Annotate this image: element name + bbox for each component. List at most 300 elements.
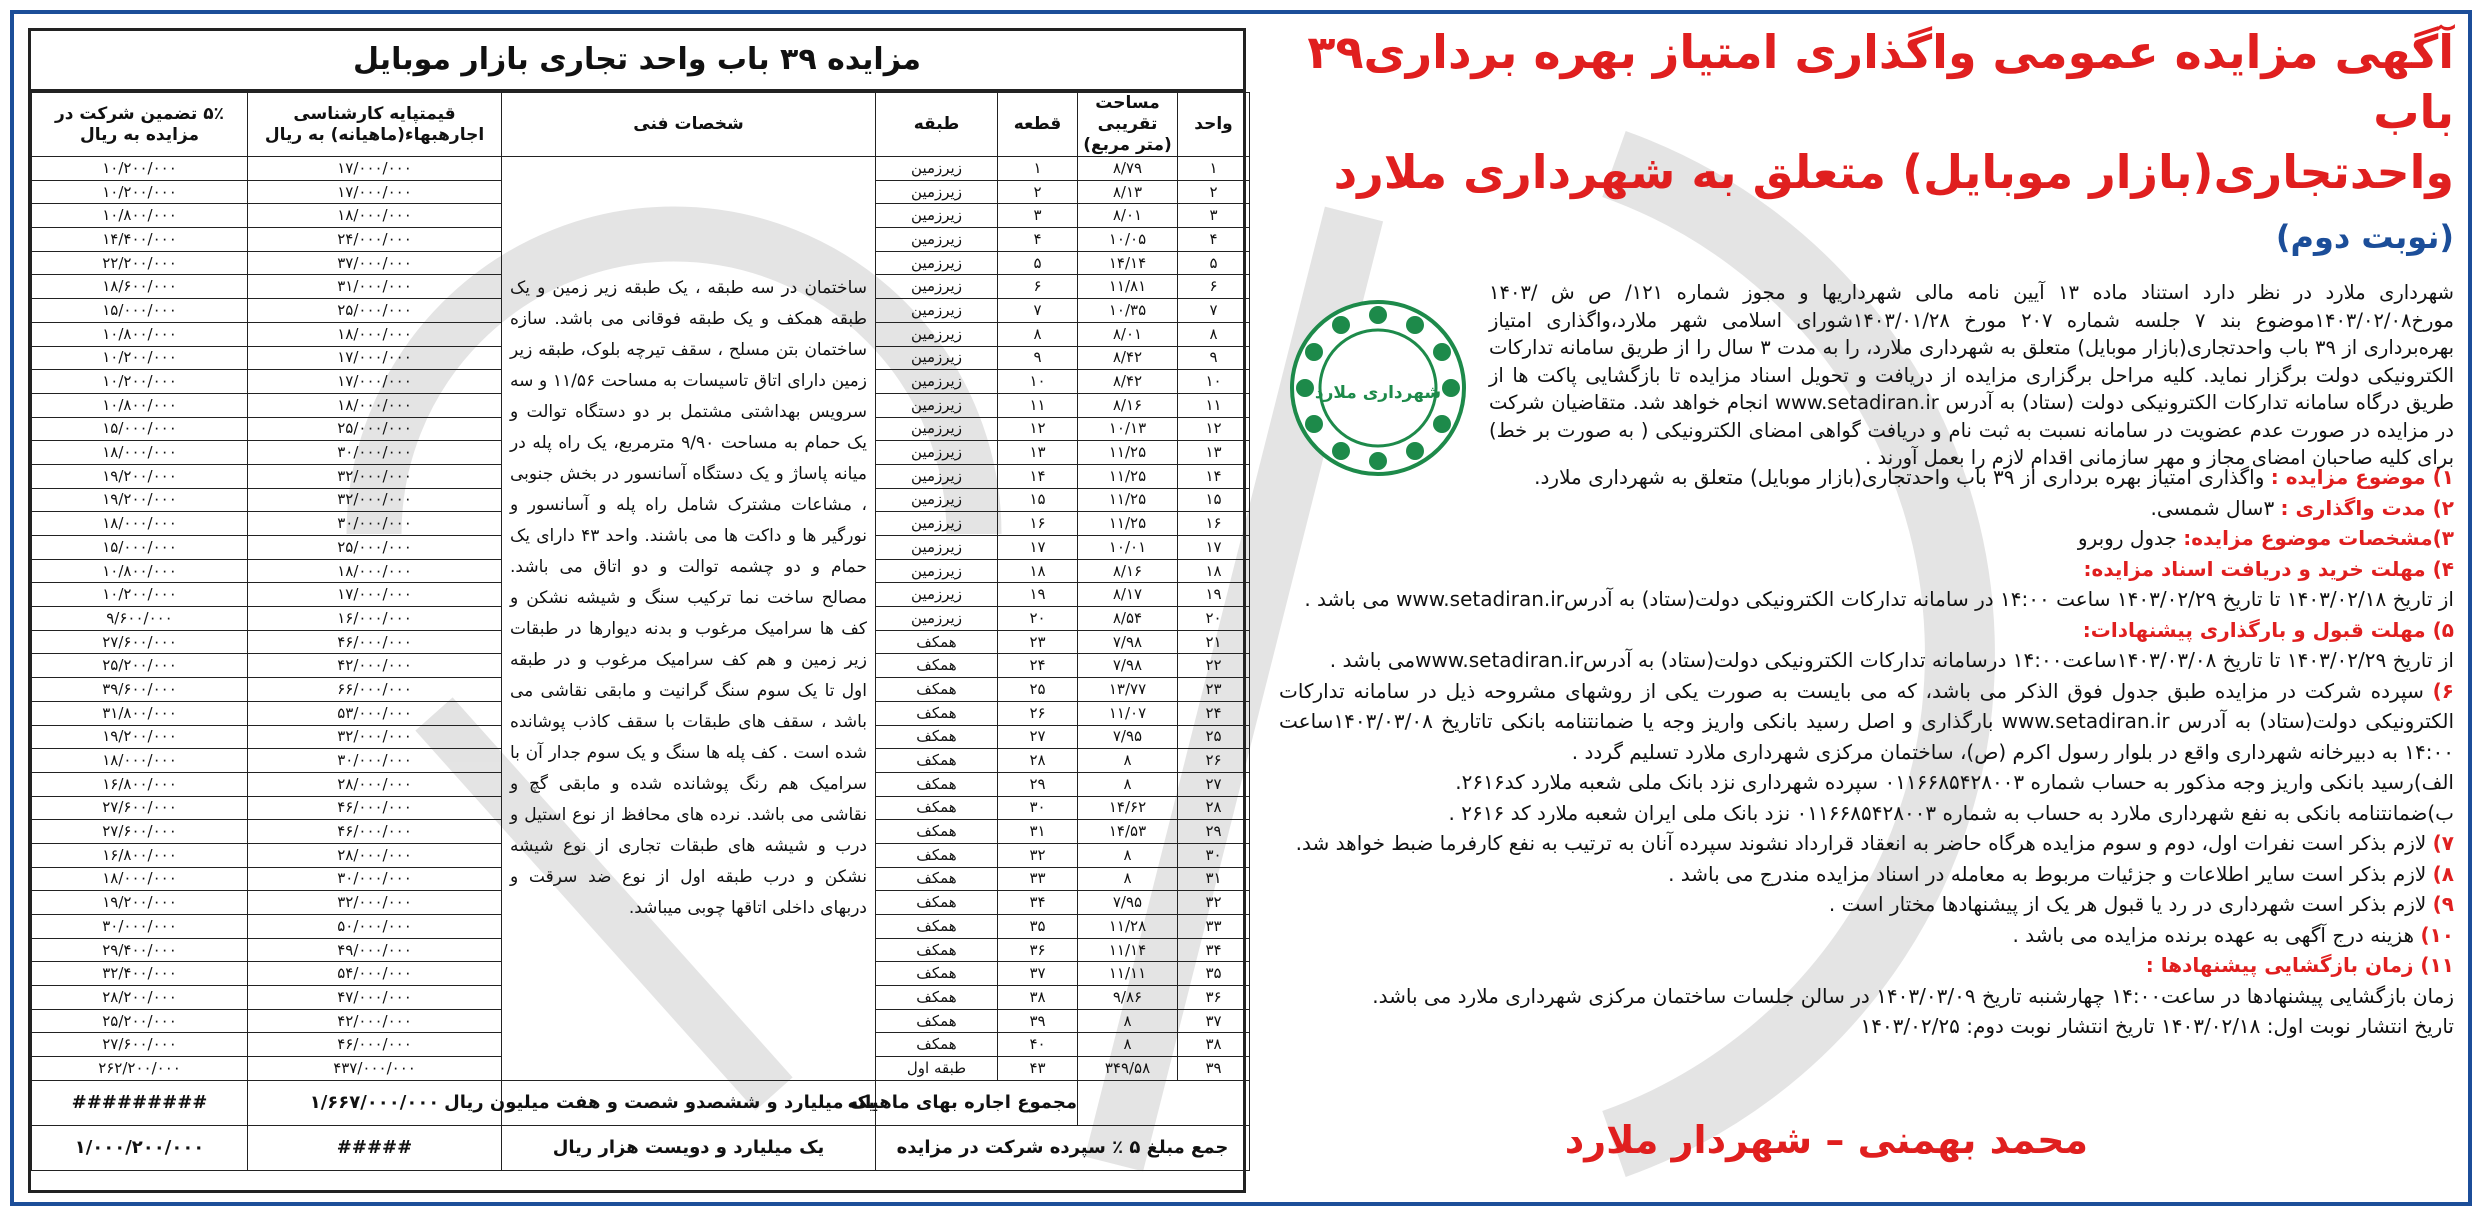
cell-deposit: ۱۸/۰۰۰/۰۰۰ xyxy=(32,867,248,891)
cell-lot: ۱۳ xyxy=(998,441,1078,465)
sum-deposit-price: ##### xyxy=(248,1125,502,1170)
cell-price: ۳۰/۰۰۰/۰۰۰ xyxy=(248,867,502,891)
cell-price: ۴۲/۰۰۰/۰۰۰ xyxy=(248,1009,502,1033)
item-9 xyxy=(1279,889,2454,920)
announcement-title xyxy=(1279,22,2454,267)
cell-price: ۲۴/۰۰۰/۰۰۰ xyxy=(248,228,502,252)
item-6-text: سپرده شرکت در مزایده طبق جدول فوق الذکر می باشد، که می بایست به صورت یکی از روشهای مشروحه ذیل در سامانه تدارکات الکترونیکی دولت(ستاد) به آدرس www.setadiran.ir بارگذاری و اصل رسید بانکی واریز وجه یا ضمانتنامه بانکی تاتاریخ ۱۴۰۳/۰۳/۰۸ساعت ۱۴:۰۰ به دبیرخانه شهرداری واقع در بلوار رسول اکرم (ص)، ساختمان مرکزی شهرداری ملارد تسلیم گردد . xyxy=(1279,678,2454,764)
cell-area: ۸ xyxy=(1078,1009,1178,1033)
item-6 xyxy=(1279,676,2454,768)
cell-price: ۳۲/۰۰۰/۰۰۰ xyxy=(248,725,502,749)
cell-area: ۸/۷۹ xyxy=(1078,157,1178,181)
item-3-text: جدول روبرو xyxy=(2077,526,2177,550)
cell-area: ۸/۴۲ xyxy=(1078,370,1178,394)
cell-area: ۸/۰۱ xyxy=(1078,322,1178,346)
cell-area: ۱۱/۱۱ xyxy=(1078,962,1178,986)
sum-deposit-words: یک میلیارد و دویست هزار ریال xyxy=(502,1125,876,1170)
cell-lot: ۱۰ xyxy=(998,370,1078,394)
cell-lot: ۱۹ xyxy=(998,583,1078,607)
cell-deposit: ۱۹/۲۰۰/۰۰۰ xyxy=(32,488,248,512)
header-deposit: ۵٪ تضمین شرکت در مزایده به ریال xyxy=(32,93,248,157)
cell-lot: ۳۰ xyxy=(998,796,1078,820)
cell-deposit: ۱۹/۲۰۰/۰۰۰ xyxy=(32,725,248,749)
title-line2: واحدتجاری(بازار موبایل) متعلق به شهرداری ملارد xyxy=(1333,145,2454,199)
cell-price: ۶۶/۰۰۰/۰۰۰ xyxy=(248,678,502,702)
table-header-row xyxy=(32,93,1250,157)
header-tech: شخصات فنی xyxy=(502,93,876,157)
cell-lot: ۲۷ xyxy=(998,725,1078,749)
cell-lot: ۶ xyxy=(998,275,1078,299)
cell-floor: همکف xyxy=(876,938,998,962)
sum-rent-words: یک میلیارد و ششصدو شصت و هفت میلیون ریال xyxy=(502,1080,876,1125)
cell-area: ۸/۱۳ xyxy=(1078,180,1178,204)
cell-floor: همکف xyxy=(876,915,998,939)
cell-unit: ۱ xyxy=(1178,157,1250,181)
item-5-label: ۵) مهلت قبول و بارگذاری پیشنهادات: xyxy=(2082,617,2454,642)
cell-unit: ۱۷ xyxy=(1178,536,1250,560)
cell-deposit: ۲۹/۴۰۰/۰۰۰ xyxy=(32,938,248,962)
cell-deposit: ۳۱/۸۰۰/۰۰۰ xyxy=(32,701,248,725)
cell-deposit: ۱۰/۲۰۰/۰۰۰ xyxy=(32,370,248,394)
cell-price: ۱۷/۰۰۰/۰۰۰ xyxy=(248,157,502,181)
cell-floor: زیرزمین xyxy=(876,204,998,228)
cell-unit: ۱۹ xyxy=(1178,583,1250,607)
item-11-body: زمان بازگشایی پیشنهادها در ساعت۱۴:۰۰ چهارشنبه تاریخ ۱۴۰۳/۰۳/۰۹ در سالن جلسات ساختمان مرکزی شهرداری ملارد می باشد. xyxy=(1372,983,2454,1008)
cell-lot: ۷ xyxy=(998,299,1078,323)
cell-lot: ۱ xyxy=(998,157,1078,181)
cell-unit: ۳۴ xyxy=(1178,938,1250,962)
cell-lot: ۲۸ xyxy=(998,749,1078,773)
cell-deposit: ۱۸/۰۰۰/۰۰۰ xyxy=(32,512,248,536)
cell-price: ۴۶/۰۰۰/۰۰۰ xyxy=(248,820,502,844)
cell-unit: ۶ xyxy=(1178,275,1250,299)
announcement-items xyxy=(1279,462,2454,1042)
municipality-logo-icon xyxy=(1287,297,1469,479)
cell-price: ۲۵/۰۰۰/۰۰۰ xyxy=(248,299,502,323)
cell-lot: ۱۵ xyxy=(998,488,1078,512)
cell-lot: ۳۵ xyxy=(998,915,1078,939)
item-4-label: ۴) مهلت خرید و دریافت اسناد مزایده: xyxy=(2083,556,2454,581)
cell-unit: ۷ xyxy=(1178,299,1250,323)
cell-area: ۱۴/۶۲ xyxy=(1078,796,1178,820)
item-2-label: ۲) مدت واگذاری : xyxy=(2280,495,2454,520)
cell-floor: زیرزمین xyxy=(876,488,998,512)
cell-lot: ۱۸ xyxy=(998,559,1078,583)
cell-price: ۴۶/۰۰۰/۰۰۰ xyxy=(248,796,502,820)
cell-unit: ۹ xyxy=(1178,346,1250,370)
cell-deposit: ۱۶/۸۰۰/۰۰۰ xyxy=(32,843,248,867)
item-1 xyxy=(1279,462,2454,493)
cell-price: ۱۷/۰۰۰/۰۰۰ xyxy=(248,346,502,370)
item-2 xyxy=(1279,493,2454,524)
cell-price: ۴۹/۰۰۰/۰۰۰ xyxy=(248,938,502,962)
sum-rent-empty xyxy=(1078,1080,1250,1125)
cell-lot: ۱۶ xyxy=(998,512,1078,536)
cell-lot: ۲۳ xyxy=(998,630,1078,654)
cell-deposit: ۱۵/۰۰۰/۰۰۰ xyxy=(32,299,248,323)
cell-area: ۱۰/۰۱ xyxy=(1078,536,1178,560)
cell-floor: همکف xyxy=(876,867,998,891)
cell-price: ۱۸/۰۰۰/۰۰۰ xyxy=(248,204,502,228)
cell-unit: ۲۰ xyxy=(1178,607,1250,631)
cell-lot: ۲۵ xyxy=(998,678,1078,702)
cell-price: ۱۸/۰۰۰/۰۰۰ xyxy=(248,322,502,346)
cell-lot: ۳ xyxy=(998,204,1078,228)
cell-lot: ۱۴ xyxy=(998,464,1078,488)
cell-price: ۴۶/۰۰۰/۰۰۰ xyxy=(248,1033,502,1057)
cell-deposit: ۱۸/۰۰۰/۰۰۰ xyxy=(32,749,248,773)
cell-deposit: ۲۸/۲۰۰/۰۰۰ xyxy=(32,986,248,1010)
item-4 xyxy=(1279,554,2454,585)
cell-unit: ۵ xyxy=(1178,251,1250,275)
cell-lot: ۳۳ xyxy=(998,867,1078,891)
item-9-label: ۹) xyxy=(2432,892,2454,916)
cell-area: ۱۱/۰۷ xyxy=(1078,701,1178,725)
cell-price: ۲۸/۰۰۰/۰۰۰ xyxy=(248,843,502,867)
cell-floor: همکف xyxy=(876,1033,998,1057)
cell-area: ۷/۹۸ xyxy=(1078,654,1178,678)
cell-floor: زیرزمین xyxy=(876,275,998,299)
cell-area: ۱۰/۰۵ xyxy=(1078,228,1178,252)
sum-row-deposit xyxy=(32,1125,1250,1170)
cell-lot: ۳۶ xyxy=(998,938,1078,962)
item-7-label: ۷) xyxy=(2432,831,2454,855)
item-11 xyxy=(1279,950,2454,981)
item-7-text: لازم بذکر است نفرات اول، دوم و سوم مزایده هرگاه حاضر به انعقاد قرارداد نشوند سپرده آنان به ترتیب به نفع کارفرما ضبط خواهد شد. xyxy=(1295,831,2427,855)
cell-deposit: ۱۰/۲۰۰/۰۰۰ xyxy=(32,583,248,607)
cell-area: ۸/۱۶ xyxy=(1078,559,1178,583)
item-3-label: ۳)مشخصات موضوع مزایده: xyxy=(2183,526,2454,550)
cell-price: ۵۰/۰۰۰/۰۰۰ xyxy=(248,915,502,939)
cell-price: ۱۸/۰۰۰/۰۰۰ xyxy=(248,393,502,417)
cell-deposit: ۱۰/۸۰۰/۰۰۰ xyxy=(32,559,248,583)
cell-floor: همکف xyxy=(876,749,998,773)
cell-deposit: ۱۰/۲۰۰/۰۰۰ xyxy=(32,346,248,370)
cell-deposit: ۹/۶۰۰/۰۰۰ xyxy=(32,607,248,631)
cell-price: ۱۷/۰۰۰/۰۰۰ xyxy=(248,180,502,204)
item-6-label: ۶) xyxy=(2432,678,2454,703)
intro-paragraph: شهرداری ملارد در نظر دارد استناد ماده ۱۳ آیین نامه مالی شهرداریها و مجوز شماره ۱۲۱/ ص ش /۱۴۰۳ مورخ۱۴۰۳/۰۲/۰۸موضوع بند ۷ جلسه شماره ۲۰۷ مورخ ۱۴۰۳/۰۱/۲۸شورای اسلامی شهر ملارد،واگذاری امتیاز بهره‌برداری از ۳۹ باب واحدتجاری(بازار موبایل) متعلق به شهرداری ملارد، را به مدت ۳ سال را از طریق سامانه تدارکات الکترونیکی دولت برگزار نماید. کلیه مراحل برگزاری مزایده از دریافت و تحویل اسناد مزایده تا بازگشایی پاکت ها از طریق درگاه سامانه تدارکات الکترونیکی دولت (ستاد) به آدرس www.setadiran.ir انجام خواهد شد. متقاضیان شرکت در مزایده در صورت عدم عضویت در سامانه نسبت به ثبت نام و دریافت گواهی امضای الکترونیکی ( به صورت بر خط) برای کلیه صاحبان امضای مجاز و مهر سازمانی اقدام لازم را بعمل آورند . xyxy=(1489,281,2454,469)
cell-floor: همکف xyxy=(876,986,998,1010)
auction-table-panel xyxy=(28,28,1246,1193)
cell-area: ۹/۸۶ xyxy=(1078,986,1178,1010)
cell-floor: همکف xyxy=(876,630,998,654)
cell-floor: زیرزمین xyxy=(876,607,998,631)
cell-area: ۱۱/۲۵ xyxy=(1078,512,1178,536)
cell-area: ۱۱/۲۵ xyxy=(1078,464,1178,488)
cell-floor: زیرزمین xyxy=(876,346,998,370)
cell-unit: ۲۱ xyxy=(1178,630,1250,654)
sum-deposit-total: ۱/۰۰۰/۲۰۰/۰۰۰ xyxy=(32,1125,248,1170)
cell-unit: ۳۳ xyxy=(1178,915,1250,939)
cell-floor: زیرزمین xyxy=(876,583,998,607)
cell-area: ۱۱/۸۱ xyxy=(1078,275,1178,299)
cell-unit: ۳۱ xyxy=(1178,867,1250,891)
cell-unit: ۳۶ xyxy=(1178,986,1250,1010)
cell-area: ۱۱/۲۸ xyxy=(1078,915,1178,939)
cell-deposit: ۱۰/۲۰۰/۰۰۰ xyxy=(32,157,248,181)
cell-deposit: ۱۰/۸۰۰/۰۰۰ xyxy=(32,393,248,417)
cell-floor: زیرزمین xyxy=(876,157,998,181)
item-10-text: هزینه درج آگهی به عهده برنده مزایده می باشد . xyxy=(2012,922,2415,947)
item-6a: الف)رسید بانکی واریز وجه مذکور به حساب شماره ۰۱۱۶۶۸۵۴۲۸۰۰۳ سپرده شهرداری نزد بانک ملی شعبه ملارد کد۲۶۱۶. xyxy=(1455,770,2454,794)
cell-price: ۱۶/۰۰۰/۰۰۰ xyxy=(248,607,502,631)
cell-price: ۴۷/۰۰۰/۰۰۰ xyxy=(248,986,502,1010)
cell-deposit: ۲۷/۶۰۰/۰۰۰ xyxy=(32,796,248,820)
cell-area: ۱۴/۱۴ xyxy=(1078,251,1178,275)
cell-floor: زیرزمین xyxy=(876,464,998,488)
cell-lot: ۲ xyxy=(998,180,1078,204)
cell-deposit: ۲۷/۶۰۰/۰۰۰ xyxy=(32,1033,248,1057)
cell-price: ۵۴/۰۰۰/۰۰۰ xyxy=(248,962,502,986)
cell-floor: زیرزمین xyxy=(876,536,998,560)
cell-floor: زیرزمین xyxy=(876,322,998,346)
cell-area: ۷/۹۵ xyxy=(1078,725,1178,749)
cell-area: ۸/۱۷ xyxy=(1078,583,1178,607)
cell-area: ۱۱/۱۴ xyxy=(1078,938,1178,962)
cell-floor: زیرزمین xyxy=(876,512,998,536)
cell-unit: ۲۵ xyxy=(1178,725,1250,749)
cell-unit: ۱۱ xyxy=(1178,393,1250,417)
cell-floor: همکف xyxy=(876,772,998,796)
cell-lot: ۳۱ xyxy=(998,820,1078,844)
tech-spec-text: ساختمان در سه طبقه ، یک طبقه زیر زمین و یک طبقه همکف و یک طبقه فوقانی می باشد. سازه ساختمان بتن مسلح ، سقف تیرچه بلوک، طبقه زیر زمین دارای اتاق تاسیسات به مساحت ۱۱/۵۶ و سه سرویس بهداشتی مشتمل بر دو دستگاه توالت و یک حمام به مساحت ۹/۹۰ مترمربع، یک راه پله در میانه پاساژ و یک دستگاه آسانسور در بخش جنوبی ، مشاعات مشترک شامل راه پله و آسانسور و نورگیر ها و داکت ها می باشند. واحد ۴۳ دارای یک حمام و دو چشمه توالت و دو اتاق می باشد. مصالح ساخت نما ترکیب سنگ و شیشه نشکن و کف ها سرامیک مرغوب و بدنه دیوارها در طبقات زیر زمین و هم کف سرامیک مرغوب و در طبقه اول تا یک سوم سنگ گرانیت و مابقی نقاشی می باشد ، سقف های طبقات با سقف کاذب پوشانده شده است . کف پله ها سنگ و یک سوم جدار آن با سرامیک هم رنگ پوشانده شده و مابقی گچ و نقاشی می باشد. نرده های محافظ از نوع استیل و درب و شیشه های طبقات تجاری از نوع شیشه نشکن و درب طبقه اول از نوع ضد سرقت و دربهای داخلی اتاقها چوبی میباشد. xyxy=(510,277,867,918)
cell-deposit: ۱۰/۸۰۰/۰۰۰ xyxy=(32,204,248,228)
cell-deposit: ۲۷/۶۰۰/۰۰۰ xyxy=(32,630,248,654)
cell-unit: ۱۸ xyxy=(1178,559,1250,583)
cell-price: ۵۳/۰۰۰/۰۰۰ xyxy=(248,701,502,725)
cell-floor: زیرزمین xyxy=(876,299,998,323)
auction-table xyxy=(31,92,1250,1171)
cell-deposit: ۲۵/۲۰۰/۰۰۰ xyxy=(32,1009,248,1033)
item-8 xyxy=(1279,859,2454,890)
cell-floor: همکف xyxy=(876,843,998,867)
cell-floor: همکف xyxy=(876,796,998,820)
cell-lot: ۲۰ xyxy=(998,607,1078,631)
cell-price: ۳۲/۰۰۰/۰۰۰ xyxy=(248,891,502,915)
cell-area: ۳۴۹/۵۸ xyxy=(1078,1057,1178,1081)
cell-deposit: ۱۸/۰۰۰/۰۰۰ xyxy=(32,441,248,465)
cell-area: ۸ xyxy=(1078,867,1178,891)
cell-area: ۷/۹۸ xyxy=(1078,630,1178,654)
cell-area: ۱۴/۵۳ xyxy=(1078,820,1178,844)
item-8-text: لازم بذکر است سایر اطلاعات و جزئیات مربوط به معامله در اسناد مزایده مندرج می باشد . xyxy=(1668,861,2427,886)
cell-lot: ۳۲ xyxy=(998,843,1078,867)
cell-floor: زیرزمین xyxy=(876,370,998,394)
cell-lot: ۲۴ xyxy=(998,654,1078,678)
cell-lot: ۲۹ xyxy=(998,772,1078,796)
cell-price: ۲۸/۰۰۰/۰۰۰ xyxy=(248,772,502,796)
item-6b: ب)ضمانتنامه بانکی به نفع شهرداری ملارد به حساب به شماره ۰۱۱۶۶۸۵۴۲۸۰۰۳ نزد بانک ملی ایران شعبه ملارد کد ۲۶۱۶ . xyxy=(1448,800,2454,825)
sum-rent-deposit: ######### xyxy=(32,1080,248,1125)
cell-area: ۷/۹۵ xyxy=(1078,891,1178,915)
cell-deposit: ۱۶/۸۰۰/۰۰۰ xyxy=(32,772,248,796)
cell-deposit: ۳۲/۴۰۰/۰۰۰ xyxy=(32,962,248,986)
cell-unit: ۱۳ xyxy=(1178,441,1250,465)
item-9-text: لازم بذکر است شهرداری در رد یا قبول هر یک از پیشنهادها مختار است . xyxy=(1828,892,2427,916)
cell-price: ۳۲/۰۰۰/۰۰۰ xyxy=(248,488,502,512)
cell-deposit: ۱۰/۲۰۰/۰۰۰ xyxy=(32,180,248,204)
sum-rent-label: مجموع اجاره بهای ماهیانه xyxy=(876,1080,1078,1125)
cell-area: ۸ xyxy=(1078,749,1178,773)
cell-price: ۲۵/۰۰۰/۰۰۰ xyxy=(248,417,502,441)
cell-price: ۴۶/۰۰۰/۰۰۰ xyxy=(248,630,502,654)
cell-price: ۱۷/۰۰۰/۰۰۰ xyxy=(248,583,502,607)
cell-tech-spec xyxy=(502,157,876,1081)
cell-floor: زیرزمین xyxy=(876,559,998,583)
cell-price: ۳۷/۰۰۰/۰۰۰ xyxy=(248,251,502,275)
cell-unit: ۲۳ xyxy=(1178,678,1250,702)
cell-unit: ۸ xyxy=(1178,322,1250,346)
cell-floor: زیرزمین xyxy=(876,228,998,252)
cell-unit: ۱۴ xyxy=(1178,464,1250,488)
cell-area: ۸/۱۶ xyxy=(1078,393,1178,417)
cell-area: ۱۰/۳۵ xyxy=(1078,299,1178,323)
item-5-body: از تاریخ ۱۴۰۳/۰۲/۲۹ تا تاریخ ۱۴۰۳/۰۳/۰۸ساعت۱۴:۰۰ درسامانه تدارکات الکترونیکی دولت(ستاد) به آدرسwww.setadiran.irمی باشد . xyxy=(1329,648,2454,672)
item-11-label: ۱۱) زمان بازگشایی پیشنهادها : xyxy=(2145,953,2454,977)
cell-floor: طبقه اول xyxy=(876,1057,998,1081)
cell-unit: ۴ xyxy=(1178,228,1250,252)
logo-text: شهرداری ملارد xyxy=(1314,383,1442,403)
cell-area: ۸ xyxy=(1078,772,1178,796)
cell-lot: ۳۷ xyxy=(998,962,1078,986)
cell-floor: زیرزمین xyxy=(876,393,998,417)
cell-deposit: ۳۹/۶۰۰/۰۰۰ xyxy=(32,678,248,702)
cell-deposit: ۲۷/۶۰۰/۰۰۰ xyxy=(32,820,248,844)
cell-lot: ۱۲ xyxy=(998,417,1078,441)
item-1-text: واگذاری امتیاز بهره برداری از ۳۹ باب واحدتجاری(بازار موبایل) متعلق به شهرداری ملارد. xyxy=(1534,465,2265,489)
title-round: (نوبت دوم) xyxy=(2275,218,2454,256)
cell-deposit: ۱۵/۰۰۰/۰۰۰ xyxy=(32,417,248,441)
publish-dates: تاریخ انتشار نوبت اول: ۱۴۰۳/۰۲/۱۸ تاریخ انتشار نوبت دوم: ۱۴۰۳/۰۲/۲۵ xyxy=(1860,1014,2454,1038)
cell-deposit: ۲۲/۲۰۰/۰۰۰ xyxy=(32,251,248,275)
cell-deposit: ۱۴/۴۰۰/۰۰۰ xyxy=(32,228,248,252)
header-price: قیمتپایه کارشناسی اجارهبهاء(ماهیانه) به ریال xyxy=(248,93,502,157)
item-10-label: ۱۰) xyxy=(2420,922,2454,947)
cell-unit: ۳۷ xyxy=(1178,1009,1250,1033)
cell-floor: زیرزمین xyxy=(876,180,998,204)
cell-lot: ۱۱ xyxy=(998,393,1078,417)
cell-lot: ۸ xyxy=(998,322,1078,346)
table-body xyxy=(32,157,1250,1081)
cell-lot: ۹ xyxy=(998,346,1078,370)
cell-area: ۸ xyxy=(1078,1033,1178,1057)
cell-floor: همکف xyxy=(876,820,998,844)
cell-unit: ۲۴ xyxy=(1178,701,1250,725)
cell-unit: ۳۹ xyxy=(1178,1057,1250,1081)
cell-floor: زیرزمین xyxy=(876,441,998,465)
cell-area: ۱۱/۲۵ xyxy=(1078,441,1178,465)
cell-price: ۳۲/۰۰۰/۰۰۰ xyxy=(248,464,502,488)
cell-area: ۱۱/۲۵ xyxy=(1078,488,1178,512)
cell-lot: ۳۸ xyxy=(998,986,1078,1010)
item-10 xyxy=(1279,920,2454,951)
cell-price: ۳۰/۰۰۰/۰۰۰ xyxy=(248,441,502,465)
cell-unit: ۲۷ xyxy=(1178,772,1250,796)
cell-unit: ۲۶ xyxy=(1178,749,1250,773)
table-title: مزایده ۳۹ باب واحد تجاری بازار موبایل xyxy=(31,31,1243,92)
cell-lot: ۵ xyxy=(998,251,1078,275)
title-line1: آگهی مزایده عمومی واگذاری امتیاز بهره برداری۳۹ باب xyxy=(1307,25,2454,139)
cell-price: ۲۵/۰۰۰/۰۰۰ xyxy=(248,536,502,560)
header-area: مساحت تقریبی (متر مربع) xyxy=(1078,93,1178,157)
announcement xyxy=(1279,22,2454,521)
item-7 xyxy=(1279,828,2454,859)
cell-floor: همکف xyxy=(876,678,998,702)
item-2-text: ۳سال شمسی. xyxy=(2150,495,2275,520)
cell-lot: ۲۶ xyxy=(998,701,1078,725)
cell-floor: همکف xyxy=(876,891,998,915)
item-1-label: ۱) موضوع مزایده : xyxy=(2270,465,2454,489)
cell-unit: ۱۶ xyxy=(1178,512,1250,536)
cell-area: ۸/۵۴ xyxy=(1078,607,1178,631)
cell-floor: همکف xyxy=(876,962,998,986)
item-8-label: ۸) xyxy=(2432,861,2454,886)
cell-unit: ۱۵ xyxy=(1178,488,1250,512)
cell-price: ۴۲/۰۰۰/۰۰۰ xyxy=(248,654,502,678)
cell-unit: ۱۰ xyxy=(1178,370,1250,394)
cell-unit: ۲۹ xyxy=(1178,820,1250,844)
cell-unit: ۲۲ xyxy=(1178,654,1250,678)
cell-area: ۱۰/۱۳ xyxy=(1078,417,1178,441)
cell-lot: ۳۴ xyxy=(998,891,1078,915)
cell-lot: ۱۷ xyxy=(998,536,1078,560)
header-lot: قطعه xyxy=(998,93,1078,157)
cell-deposit: ۱۹/۲۰۰/۰۰۰ xyxy=(32,464,248,488)
cell-deposit: ۲۶۲/۲۰۰/۰۰۰ xyxy=(32,1057,248,1081)
cell-deposit: ۱۵/۰۰۰/۰۰۰ xyxy=(32,536,248,560)
sum-rent-price: ۱/۶۶۷/۰۰۰/۰۰۰ xyxy=(248,1080,502,1125)
cell-price: ۴۳۷/۰۰۰/۰۰۰ xyxy=(248,1057,502,1081)
cell-deposit: ۱۹/۲۰۰/۰۰۰ xyxy=(32,891,248,915)
item-4-body: از تاریخ ۱۴۰۳/۰۲/۱۸ تا تاریخ ۱۴۰۳/۰۲/۲۹ ساعت ۱۴:۰۰ در سامانه تدارکات الکترونیکی دولت(ستاد) به آدرسwww.setadiran.ir می باشد . xyxy=(1304,587,2454,611)
cell-floor: همکف xyxy=(876,725,998,749)
cell-price: ۱۷/۰۰۰/۰۰۰ xyxy=(248,370,502,394)
cell-price: ۳۱/۰۰۰/۰۰۰ xyxy=(248,275,502,299)
item-5 xyxy=(1279,615,2454,646)
cell-deposit: ۲۵/۲۰۰/۰۰۰ xyxy=(32,654,248,678)
cell-lot: ۴ xyxy=(998,228,1078,252)
cell-area: ۸/۴۲ xyxy=(1078,346,1178,370)
cell-lot: ۴۰ xyxy=(998,1033,1078,1057)
cell-price: ۳۰/۰۰۰/۰۰۰ xyxy=(248,749,502,773)
cell-unit: ۳ xyxy=(1178,204,1250,228)
item-3 xyxy=(1279,523,2454,554)
cell-floor: همکف xyxy=(876,701,998,725)
table-row xyxy=(32,157,1250,181)
cell-floor: همکف xyxy=(876,654,998,678)
cell-unit: ۳۵ xyxy=(1178,962,1250,986)
cell-floor: زیرزمین xyxy=(876,417,998,441)
cell-deposit: ۱۸/۶۰۰/۰۰۰ xyxy=(32,275,248,299)
cell-area: ۱۳/۷۷ xyxy=(1078,678,1178,702)
cell-unit: ۲۸ xyxy=(1178,796,1250,820)
cell-unit: ۳۸ xyxy=(1178,1033,1250,1057)
sum-deposit-label: جمع مبلغ ۵ ٪ سپرده شرکت در مزایده xyxy=(876,1125,1250,1170)
mayor-signature: محمد بهمنی – شهردار ملارد xyxy=(1564,1118,2088,1162)
cell-unit: ۳۲ xyxy=(1178,891,1250,915)
cell-lot: ۳۹ xyxy=(998,1009,1078,1033)
cell-area: ۸/۰۱ xyxy=(1078,204,1178,228)
header-floor: طبقه xyxy=(876,93,998,157)
cell-unit: ۱۲ xyxy=(1178,417,1250,441)
cell-floor: همکف xyxy=(876,1009,998,1033)
advertisement-frame xyxy=(10,10,2472,1206)
cell-deposit: ۱۰/۸۰۰/۰۰۰ xyxy=(32,322,248,346)
sum-row-rent xyxy=(32,1080,1250,1125)
cell-unit: ۳۰ xyxy=(1178,843,1250,867)
header-unit: واحد xyxy=(1178,93,1250,157)
